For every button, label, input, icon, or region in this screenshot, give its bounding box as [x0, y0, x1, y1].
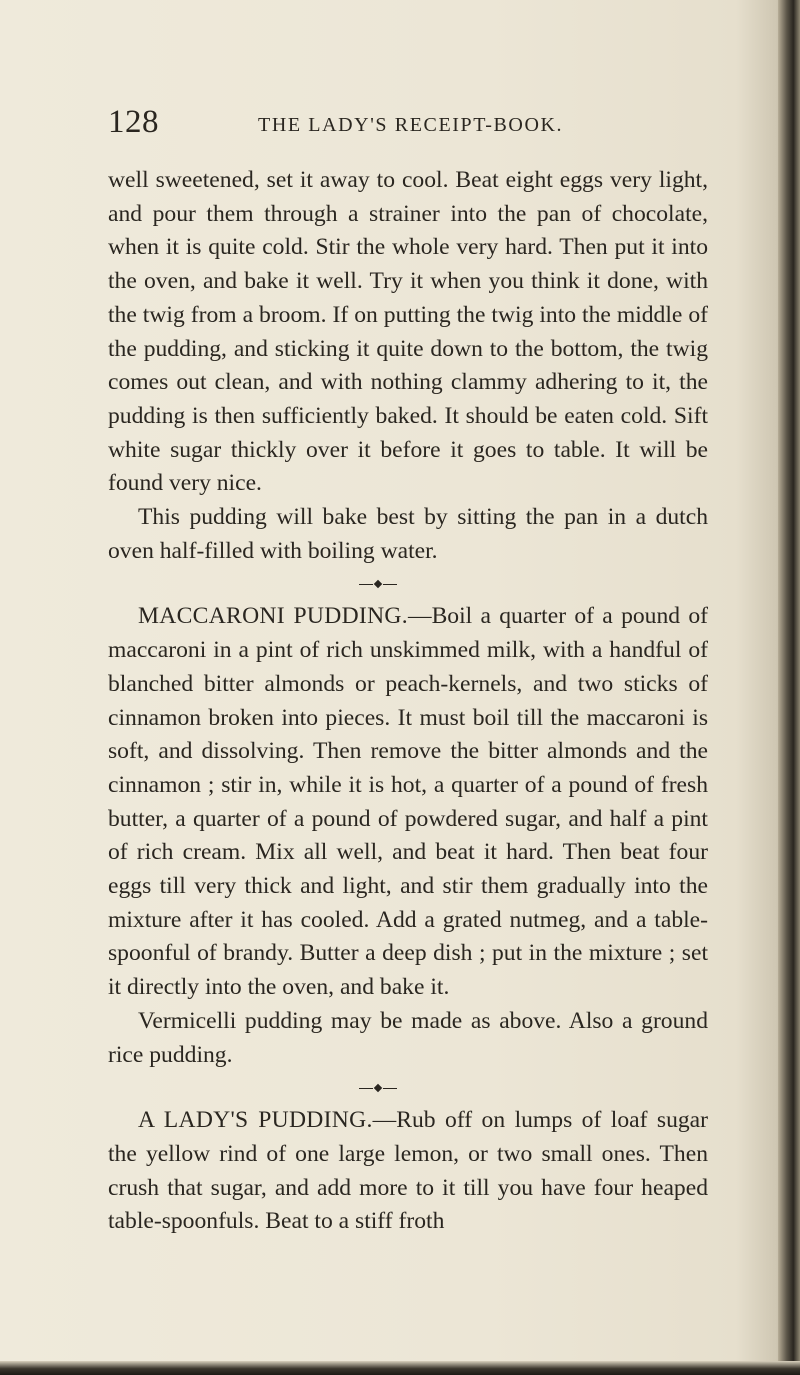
recipe-heading: A LADY'S PUDDING. [138, 1107, 373, 1134]
diamond-ornament-icon [374, 580, 382, 588]
page-bottom-edge [0, 1361, 800, 1375]
page-body [108, 164, 708, 1239]
recipe-heading: MACCARONI PUDDING. [138, 603, 408, 630]
section-separator [48, 1072, 708, 1104]
paragraph-continuation: well sweetened, set it away to cool. Beat eight eggs very light, and pour them through a strainer into the pan of chocolate, when it is quite cold. Stir the whole very hard. Then put it into the oven, and bake it well. Try it when you think it done, with the twig from a broom. If on putting the twig into the middle of the pudding, and sticking it quite down to the bottom, the twig comes out clean, and with nothing clammy adhering to it, the pudding is then sufficiently baked. It should be eaten cold. Sift white sugar thickly over it before it goes to table. It will be found very nice. [108, 167, 708, 497]
recipe-maccaroni-pudding [108, 600, 708, 1004]
paragraph-note: This pudding will bake best by sitting the pan in a dutch oven half-filled with boiling water. [108, 504, 708, 564]
diamond-ornament-icon [374, 1084, 382, 1092]
page-header [108, 104, 708, 144]
paragraph-vermicelli: Vermicelli pudding may be made as above. Also a ground rice pudding. [108, 1007, 708, 1068]
recipe-ladys-pudding [108, 1104, 708, 1239]
section-separator [48, 568, 708, 600]
recipe-text: —Boil a quarter of a pound of maccaroni in a pint of rich unskimmed milk, with a handful of blanched bitter almonds or peach-kernels, and two sticks of cinnamon broken into pieces. It must boil till the maccaroni is soft, and dissolving. Then remove the bitter almonds and the cinnamon ; stir in, while it is hot, a quarter of a pound of fresh butter, a quarter of a pound of powdered sugar, and half a pint of rich cream. Mix all well, and beat it hard. Then beat four eggs till very thick and light, and stir them gradually into the mixture after it has cooled. Add a grated nutmeg, and a table-spoonful of brandy. Butter a deep dish ; put in the mixture ; set it directly into the oven, and bake it. [108, 603, 708, 1001]
running-title: THE LADY'S RECEIPT-BOOK. [258, 114, 564, 136]
page-edge-shadow [778, 0, 800, 1375]
page-number: 128 [108, 104, 159, 140]
recipe-text: —Rub off on lumps of loaf sugar the yellow rind of one large lemon, or two small ones. Then crush that sugar, and add more to it till you have four heaped table-spoonfuls. Beat to a stiff froth [108, 1107, 708, 1235]
